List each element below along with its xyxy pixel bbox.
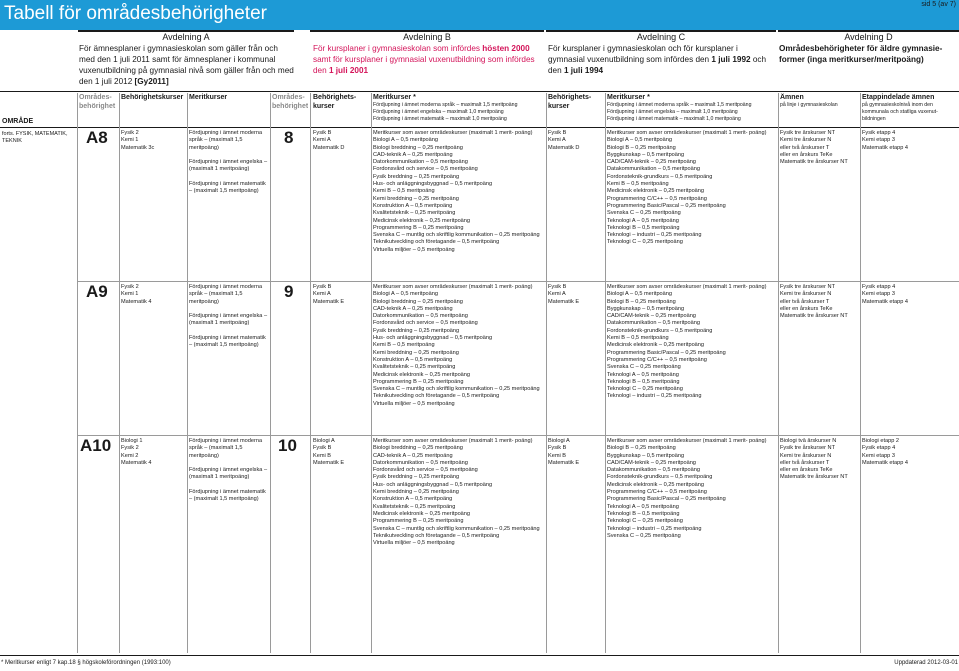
column-divider	[860, 93, 861, 653]
intro-c-date-2: 1 juli 1994	[563, 66, 604, 75]
updated-date: Uppdaterad 2012-03-01	[894, 660, 958, 666]
omrade-label: OMRÅDE	[2, 118, 34, 125]
header-c-meritkurser	[607, 93, 779, 123]
column-divider	[371, 93, 372, 653]
header-c-mer-text: Meritkurser *	[607, 94, 650, 101]
row-divider	[77, 281, 959, 282]
d-amnen: Fysik tre årskurser NT Kemi tre årskurser N eller två årskurser T eller en årskurs TeKe Matematik tre årskurser NT	[780, 284, 848, 320]
intro-b-text-1: För kursplaner i gymnasieskolan som infördes	[313, 44, 481, 53]
header-c-mer-sub: Fördjupning i ämnet moderna språk – maximalt 1,5 meritpoäng Fördjupning i ämnet engelska – maximalt 1,0 meritpoäng Fördjupning i ämnet matematik – maximalt 1,0 meritpoäng	[607, 102, 752, 122]
intro-b-date-1: hösten 2000	[482, 44, 530, 53]
column-divider	[77, 93, 78, 653]
d-amnen: Biologi två årskurser N Fysik tre årskurser NT Kemi tre årskurser N eller två årskurser T eller en årskurs TeKe Matematik tre årskurser NT	[780, 438, 848, 481]
header-d-amn-sub: på linje i gymnasieskolan	[780, 102, 838, 108]
section-intro-d: Områdesbehörigheter för äldre gymnasie- former (inga meritkurser/meritpoäng)	[779, 44, 943, 64]
b-meritkurser: Meritkurser som avser områdeskurser (maximalt 1 merit- poäng) Biologi A – 0,5 meritpoäng Biologi breddning – 0,25 meritpoäng CAD-teknik A – 0,25 meritpoäng Datorkommunikation – 0,5 meritpoäng Fordonsvård och service – 0,5 meritpoäng Fysik breddning – 0,25 meritpoäng Hus- och anläggningsbyggnad – 0,5 meritpoäng Kemi B – 0,5 meritpoäng Kemi breddning – 0,25 meritpoäng Konstruktion A – 0,5 meritpoäng Kvalitetsteknik – 0,25 meritpoäng Medicinsk elektronik – 0,25 meritpoäng Programmering B – 0,25 meritpoäng Svenska C – muntlig och skriftlig kommunikation – 0,25 meritpoäng Teknikutveckling och företagande – 0,5 meritpoäng Virtuella miljöer – 0,5 meritpoäng	[373, 284, 540, 407]
header-bottom-rule	[0, 127, 959, 128]
header-a-meritkurser	[189, 93, 269, 102]
header-b-meritkurser	[373, 93, 545, 123]
section-intro-a	[79, 43, 295, 87]
a-meritkurser: Fördjupning i ämnet moderna språk – (maximalt 1,5 meritpoäng) Fördjupning i ämnet engelska – (maximalt 1 meritpoäng) Fördjupning i ämnet matematik – (maximalt 1,5 meritpoäng)	[189, 438, 268, 503]
section-title-c: Avdelning C	[546, 30, 776, 40]
a-code: A8	[86, 128, 108, 147]
header-b-behorighetskurser	[313, 93, 369, 111]
header-b-beh-text: Behörighets- kurser	[313, 94, 357, 110]
intro-c-date-1: 1 juli 1992	[711, 55, 751, 64]
intro-b-text-2: samt för kursplaner i gymnasial vuxenutbildning som infördes den	[313, 55, 535, 75]
b-behorighetskurser: Fysik B Kemi A Matematik E	[313, 284, 345, 305]
a-behorighetskurser: Fysik 2 Kemi 1 Matematik 3c	[121, 130, 155, 151]
row-divider	[77, 435, 959, 436]
intro-c-text-2: och den	[548, 55, 767, 75]
title-bar	[0, 0, 959, 30]
section-title-b: Avdelning B	[310, 30, 544, 40]
c-meritkurser: Meritkurser som avser områdeskurser (maximalt 1 merit- poäng) Biologi A – 0,5 meritpoäng Biologi B – 0,25 meritpoäng Byggkunskap – 0,5 meritpoäng CAD/CAM-teknik – 0,25 meritpoäng Datakommunikation – 0,5 meritpoäng Fordonsteknik-grundkurs – 0,5 meritpoäng Kemi B – 0,5 meritpoäng Medicinsk elektronik – 0,25 meritpoäng Programmering Basic/Pascal – 0,25 meritpoäng Programmering C/C++ – 0,5 meritpoäng Svenska C – 0,25 meritpoäng Teknologi A – 0,5 meritpoäng Teknologi B – 0,5 meritpoäng Teknologi C – 0,25 meritpoäng Teknologi – industri – 0,25 meritpoäng	[607, 284, 767, 400]
d-etapper: Fysik etapp 4 Kemi etapp 3 Matematik etapp 4	[862, 130, 909, 151]
column-divider	[778, 93, 779, 653]
section-title-d: Avdelning D	[778, 30, 959, 40]
header-d-etp-sub: på gymnasieskolnivå inom den kommunala och statliga vuxenut- bildningen	[862, 102, 938, 122]
header-b-omradesbehorighet	[272, 93, 308, 111]
header-a-mer-text: Meritkurser	[189, 94, 228, 101]
header-c-beh-text: Behörighets- kurser	[548, 94, 592, 110]
header-a-omr-text: Områdes- behörighet	[79, 94, 116, 110]
c-behorighetskurser: Biologi A Fysik B Kemi B Matematik E	[548, 438, 580, 466]
header-a-beh-text: Behörighetskurser	[121, 94, 184, 101]
column-divider	[605, 93, 606, 653]
c-meritkurser: Meritkurser som avser områdeskurser (maximalt 1 merit- poäng) Biologi A – 0,5 meritpoäng Biologi B – 0,25 meritpoäng Byggkunskap – 0,5 meritpoäng CAD/CAM-teknik – 0,25 meritpoäng Datakommunikation – 0,5 meritpoäng Fordonsteknik-grundkurs – 0,5 meritpoäng Kemi B – 0,5 meritpoäng Medicinsk elektronik – 0,25 meritpoäng Programmering C/C++ – 0,5 meritpoäng Programmering Basic/Pascal – 0,25 meritpoäng Svenska C – 0,25 meritpoäng Teknologi A – 0,5 meritpoäng Teknologi B – 0,5 meritpoäng Teknologi – industri – 0,25 meritpoäng Teknologi C – 0,25 meritpoäng	[607, 130, 767, 246]
intro-b-date-2: 1 juli 2001	[328, 66, 369, 75]
section-intro-b	[313, 43, 543, 76]
intro-a-text: För ämnesplaner i gymnasieskolan som gäller från och med den 1 juli 2011 samt för ämnesplaner i kommunal vuxenutbildning på gymnasial nivå som gäller från och med den 1 juli 2012	[79, 44, 294, 86]
c-meritkurser: Meritkurser som avser områdeskurser (maximalt 1 merit- poäng) Biologi B – 0,25 meritpoäng Byggkunskap – 0,5 meritpoäng CAD/CAM-teknik – 0,25 meritpoäng Datakommunikation – 0,5 meritpoäng Fordonsteknik-grundkurs – 0,5 meritpoäng Medicinsk elektronik – 0,25 meritpoäng Programmering C/C++ – 0,5 meritpoäng Programmering Basic/Pascal – 0,25 meritpoäng Teknologi A – 0,5 meritpoäng Teknologi B – 0,5 meritpoäng Teknologi C – 0,25 meritpoäng Teknologi – industri – 0,25 meritpoäng Svenska C – 0,25 meritpoäng	[607, 438, 767, 539]
page-number: sid 5 (av 7)	[921, 1, 956, 8]
header-b-omr-text: Områdes- behörighet	[272, 94, 308, 110]
intro-a-tag: [Gy2011]	[134, 77, 169, 86]
header-d-amnen	[780, 93, 860, 109]
a-code: A10	[80, 436, 112, 455]
c-behorighetskurser: Fysik B Kemi A Matematik D	[548, 130, 580, 151]
header-d-amn-text: Ämnen	[780, 94, 804, 101]
column-divider	[270, 93, 271, 653]
header-top-rule	[0, 91, 959, 92]
b-behorighetskurser: Biologi A Fysik B Kemi B Matematik E	[313, 438, 345, 466]
c-behorighetskurser: Fysik B Kemi A Matematik E	[548, 284, 580, 305]
d-etapper: Biologi etapp 2 Fysik etapp 4 Kemi etapp 3 Matematik etapp 4	[862, 438, 909, 466]
footer-rule	[0, 655, 959, 656]
column-divider	[310, 93, 311, 653]
header-d-etp-text: Etappindelade ämnen	[862, 94, 935, 101]
a-meritkurser: Fördjupning i ämnet moderna språk – (maximalt 1,5 meritpoäng) Fördjupning i ämnet engelska – (maximalt 1 meritpoäng) Fördjupning i ämnet matematik – (maximalt 1,5 meritpoäng)	[189, 284, 268, 349]
b-meritkurser: Meritkurser som avser områdeskurser (maximalt 1 merit- poäng) Biologi breddning – 0,25 meritpoäng CAD-teknik A – 0,25 meritpoäng Datorkommunikation – 0,5 meritpoäng Fordonsvård och service – 0,5 meritpoäng Fysik breddning – 0,25 meritpoäng Hus- och anläggningsbyggnad – 0,5 meritpoäng Kemi breddning – 0,25 meritpoäng Konstruktion A – 0,5 meritpoäng Kvalitetsteknik – 0,25 meritpoäng Medicinsk elektronik – 0,25 meritpoäng Programmering B – 0,25 meritpoäng Svenska C – muntlig och skriftlig kommunikation – 0,25 meritpoäng Teknikutveckling och företagande – 0,5 meritpoäng Virtuella miljöer – 0,5 meritpoäng	[373, 438, 540, 547]
section-intro-c	[548, 43, 774, 76]
area-name: forts. FYSIK, MATEMATIK, TEKNIK	[2, 131, 68, 144]
a-meritkurser: Fördjupning i ämnet moderna språk – (maximalt 1,5 meritpoäng) Fördjupning i ämnet engelska – (maximalt 1 meritpoäng) Fördjupning i ämnet matematik – (maximalt 1,5 meritpoäng)	[189, 130, 268, 195]
a-behorighetskurser: Biologi 1 Fysik 2 Kemi 2 Matematik 4	[121, 438, 152, 466]
a-behorighetskurser: Fysik 2 Kemi 1 Matematik 4	[121, 284, 152, 305]
d-amnen: Fysik tre årskurser NT Kemi tre årskurser N eller två årskurser T eller en årskurs TeKe Matematik tre årskurser NT	[780, 130, 848, 166]
b-meritkurser: Meritkurser som avser områdeskurser (maximalt 1 merit- poäng) Biologi A – 0,5 meritpoäng Biologi breddning – 0,25 meritpoäng CAD-teknik A – 0,25 meritpoäng Datorkommunikation – 0,5 meritpoäng Fordonsvård och service – 0,5 meritpoäng Fysik breddning – 0,25 meritpoäng Hus- och anläggningsbyggnad – 0,5 meritpoäng Kemi B – 0,5 meritpoäng Kemi breddning – 0,25 meritpoäng Konstruktion A – 0,5 meritpoäng Kvalitetsteknik – 0,25 meritpoäng Medicinsk elektronik – 0,25 meritpoäng Programmering B – 0,25 meritpoäng Svenska C – muntlig och skriftlig kommunikation – 0,25 meritpoäng Teknikutveckling och företagande – 0,5 meritpoäng Virtuella miljöer – 0,5 meritpoäng	[373, 130, 540, 253]
b-code: 8	[284, 128, 294, 147]
column-divider	[546, 93, 547, 653]
section-title-a: Avdelning A	[78, 30, 294, 40]
header-c-behorighetskurser	[548, 93, 604, 111]
header-a-behorighetskurser	[121, 93, 187, 102]
header-d-etappindelade	[862, 93, 958, 123]
d-etapper: Fysik etapp 4 Kemi etapp 3 Matematik etapp 4	[862, 284, 909, 305]
header-b-mer-text: Meritkurser *	[373, 94, 416, 101]
b-code: 9	[284, 282, 294, 301]
column-divider	[187, 93, 188, 653]
intro-c-text-1: För kursplaner i gymnasieskolan och för kursplaner i gymnasial vuxenutbildning som infördes den	[548, 44, 738, 64]
column-divider	[119, 93, 120, 653]
page-title: Tabell för områdesbehörigheter	[4, 3, 267, 24]
b-code: 10	[278, 436, 297, 455]
b-behorighetskurser: Fysik B Kemi A Matematik D	[313, 130, 345, 151]
a-code: A9	[86, 282, 108, 301]
footnote: * Meritkurser enligt 7 kap.18 § högskoleförordningen (1993:100)	[1, 660, 171, 666]
header-b-mer-sub: Fördjupning i ämnet moderna språk – maximalt 1,5 meritpoäng Fördjupning i ämnet engelska – maximalt 1,0 meritpoäng Fördjupning i ämnet matematik – maximalt 1,0 meritpoäng	[373, 102, 518, 122]
header-a-omradesbehorighet	[79, 93, 119, 111]
